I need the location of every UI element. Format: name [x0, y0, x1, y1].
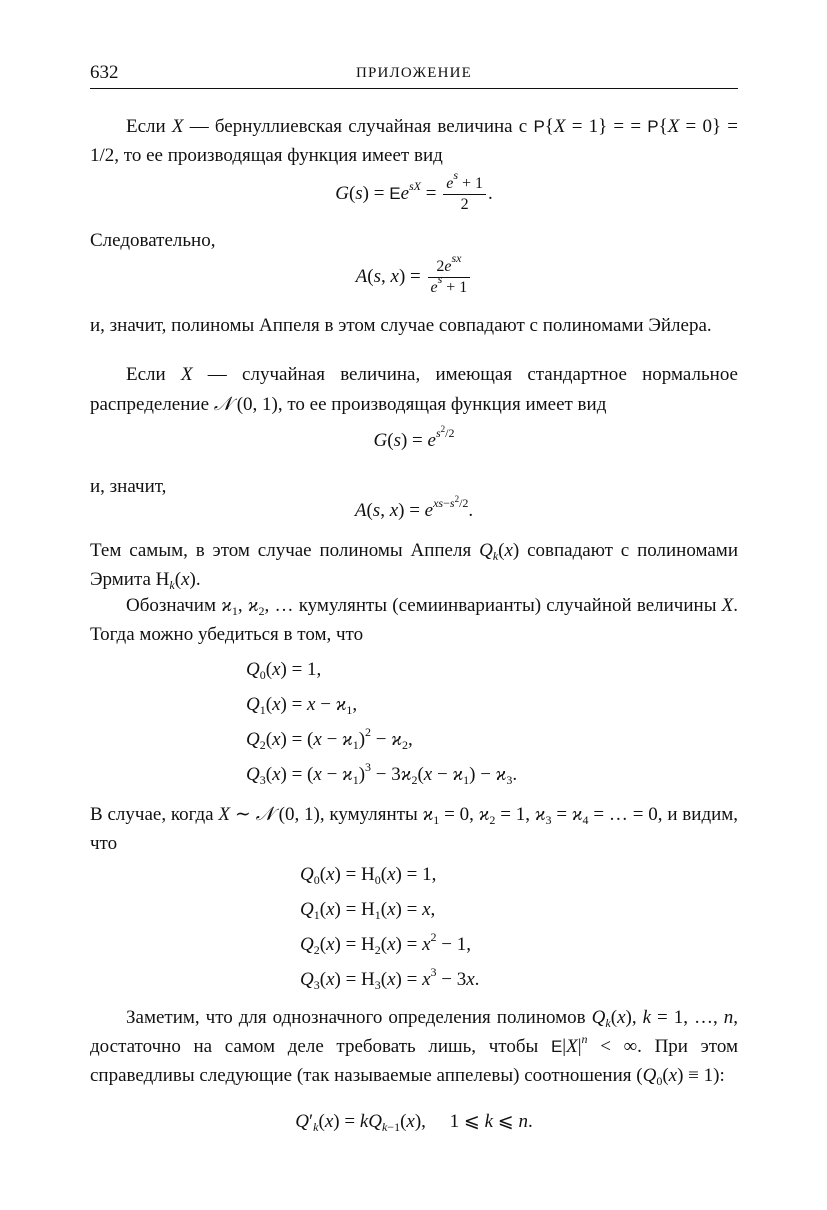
running-title: ПРИЛОЖЕНИЕ — [355, 65, 473, 81]
paragraph-hermite: Тем самым, в этом случае полиномы Аппеля $Q_k(x)$ совпадают с полиномами Эрмита $H_k(x)$. — [90, 540, 738, 592]
paragraph-euler: и, значит, полиномы Аппеля в этом случае совпадают с полиномами Эйлера. — [90, 315, 712, 336]
equations-q-cumulants: $Q_0(x) = 1$, $Q_1(x) = x - ϰ_1$, $Q_2(x) = (x - ϰ_1)^2 - ϰ_2$, $Q_3(x) = (x - ϰ_1)^3 - 3ϰ_2(x - ϰ_1) - ϰ_3$. — [246, 659, 518, 787]
paragraph-appell-relations: Заметим, что для однозначного определения полиномов $Q_k(x)$, k = 1, …, n, достаточно на самом деле требовать лишь, чтобы $E|X|^n$ < ∞. При этом справедливы следующие (так называемые аппелевы) соотношения $(Q_0(x) \equiv 1)$: — [90, 1007, 739, 1088]
paragraph-normal-case: В случае, когда X ∼ 𝒩 (0, 1), кумулянты $ϰ_1 = 0$, $ϰ_2 = 1$, $ϰ_3 = ϰ_4$ = … = 0, и видим, что — [90, 803, 739, 854]
equation-appell-derivative: $Q'_k(x) = kQ_{k-1}(x)$, 1 ⩽ k ⩽ n. — [295, 1111, 533, 1134]
equations-q-hermite: $Q_0(x) = H_0(x) = 1$, $Q_1(x) = H_1(x) = x$, $Q_2(x) = H_2(x) = x^2 - 1$, $Q_3(x) = H_3(x) = x^3 - 3x$. — [300, 864, 480, 992]
equation-appell-euler: A(s, x) = $\frac{2e^{sx}}{e^s + 1}$ — [90, 257, 738, 298]
paragraph-thus: и, значит, — [90, 476, 167, 497]
paragraph-cumulants: Обозначим $ϰ_1$, $ϰ_2$, … кумулянты (семиинварианты) случайной величины X. Тогда можно убедиться в том, что — [90, 595, 739, 645]
equation-generating-bernoulli: $G(s) = Ee^{sX}$ = $\frac{e^s + 1}{2}$ . — [335, 168, 493, 213]
page-header — [90, 58, 738, 89]
equation-appell-normal: A(s, $x) = e^{xs-s^2/2}$. — [354, 494, 474, 521]
paragraph-bernoulli: Если X — бернуллиевская случайная величина с P{X = 1} = = P{X = 0} = 1/2, то ее производящая функция имеет вид — [90, 116, 738, 166]
page-number: 632 — [90, 62, 119, 83]
equation-generating-normal: $G(s) = e^{s^2/2}$ — [373, 424, 455, 451]
paragraph-consequently: Следовательно, — [90, 230, 216, 251]
paragraph-normal: Если X — случайная величина, имеющая стандартное нормальное распределение 𝒩 (0, 1), то ее производящая функция имеет вид — [90, 364, 738, 415]
